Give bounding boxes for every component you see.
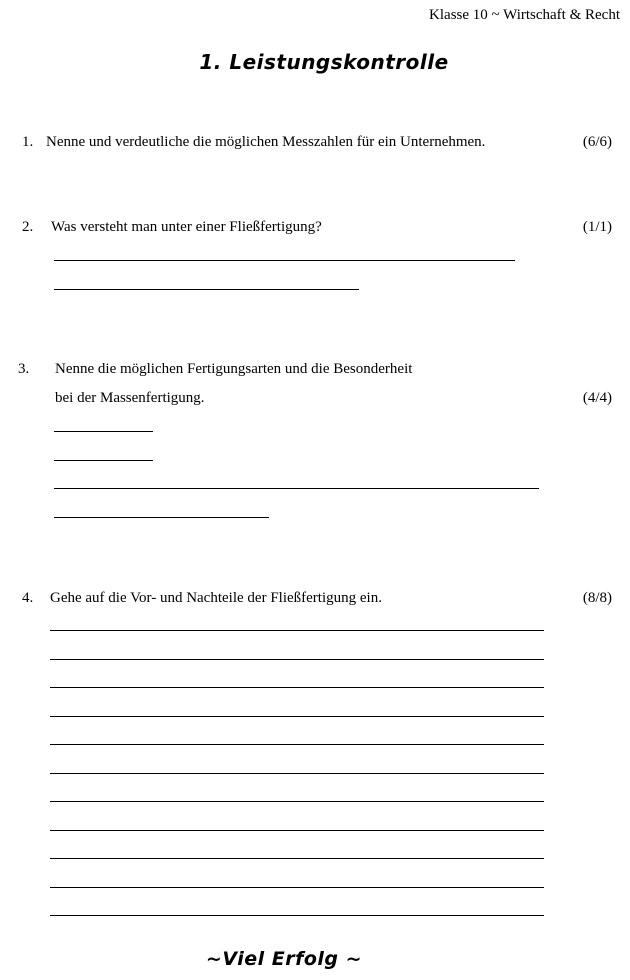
answer-line[interactable] (50, 801, 544, 802)
question-3-text-line1: Nenne die möglichen Fertigungsarten und die Besonderheit (55, 361, 413, 377)
question-3-number: 3. (18, 361, 30, 377)
answer-line[interactable] (50, 716, 544, 717)
closing-wish: ~Viel Erfolg ~ (205, 948, 363, 970)
answer-line[interactable] (54, 289, 359, 290)
answer-line[interactable] (54, 517, 269, 518)
question-3-points: (4/4) (582, 390, 612, 406)
question-3-text-line2: bei der Massenfertigung. (55, 390, 205, 406)
question-4-number: 4. (22, 590, 34, 606)
question-4-points: (8/8) (582, 590, 612, 606)
question-2-text: Was versteht man unter einer Fließfertigung? (51, 219, 322, 235)
answer-line[interactable] (50, 744, 544, 745)
question-1-points: (6/6) (582, 134, 612, 150)
answer-line[interactable] (50, 773, 544, 774)
question-2-points: (1/1) (582, 219, 612, 235)
answer-line[interactable] (54, 431, 153, 432)
question-2-number: 2. (22, 219, 34, 235)
answer-line[interactable] (50, 687, 544, 688)
answer-line[interactable] (50, 659, 544, 660)
answer-line[interactable] (50, 630, 544, 631)
question-1-number: 1. (22, 134, 34, 150)
answer-line[interactable] (54, 488, 539, 489)
answer-line[interactable] (50, 915, 544, 916)
answer-line[interactable] (50, 830, 544, 831)
answer-line[interactable] (54, 460, 153, 461)
question-1-text: Nenne und verdeutliche die möglichen Messzahlen für ein Unternehmen. (46, 134, 486, 150)
test-title: 1. Leistungskontrolle (199, 50, 449, 74)
answer-line[interactable] (50, 887, 544, 888)
answer-line[interactable] (54, 260, 515, 261)
course-header: Klasse 10 ~ Wirtschaft & Recht (429, 7, 620, 23)
question-4-text: Gehe auf die Vor- und Nachteile der Fließfertigung ein. (50, 590, 382, 606)
answer-line[interactable] (50, 858, 544, 859)
